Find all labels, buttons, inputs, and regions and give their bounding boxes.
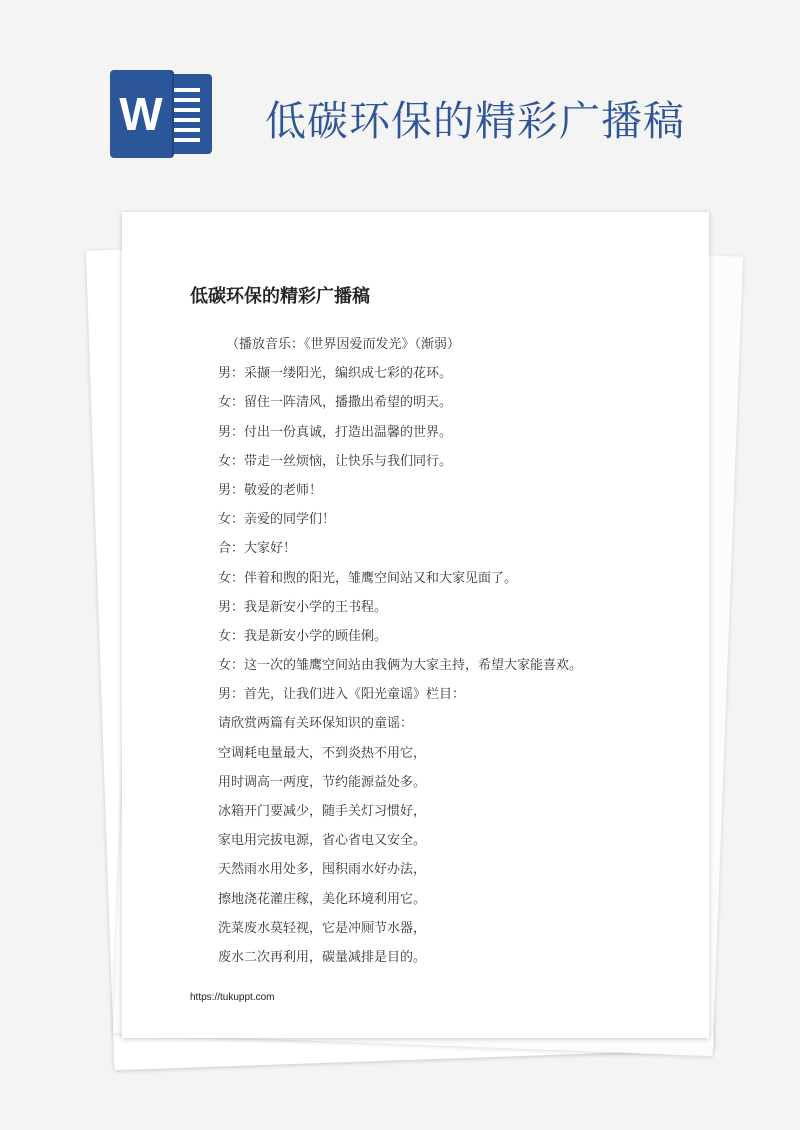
- footer-url: https://tukuppt.com: [190, 992, 275, 1003]
- text-line: 男：敬爱的老师！: [218, 482, 323, 498]
- text-line: 天然雨水用处多，囤积雨水好办法，: [218, 862, 427, 878]
- word-logo-icon: [110, 70, 214, 158]
- text-line: 女：这一次的雏鹰空间站由我俩为大家主持，希望大家能喜欢。: [218, 658, 583, 674]
- text-line: 男：我是新安小学的王书程。: [218, 599, 388, 615]
- text-line: 女：亲爱的同学们！: [218, 512, 336, 528]
- text-line: 合：大家好！: [218, 541, 297, 557]
- text-line: 请欣赏两篇有关环保知识的童谣：: [218, 716, 414, 732]
- text-line: 男：付出一份真诚，打造出温馨的世界。: [218, 424, 453, 440]
- text-line: （播放音乐：《世界因爱而发光》（渐弱）: [226, 337, 461, 352]
- text-line: 洗菜废水莫轻视，它是冲厕节水器，: [218, 920, 427, 936]
- banner-title: 低碳环保的精彩广播稿: [265, 97, 685, 145]
- text-line: 冰箱开门要减少，随手关灯习惯好，: [218, 804, 427, 819]
- document-page: [122, 212, 709, 1038]
- text-line: 女：留住一阵清风，播撒出希望的明天。: [218, 395, 453, 411]
- text-line: 废水二次再利用，碳量减排是目的。: [218, 949, 427, 965]
- text-line: 女：伴着和煦的阳光，雏鹰空间站又和大家见面了。: [218, 570, 518, 586]
- text-line: 女：带走一丝烦恼，让快乐与我们同行。: [218, 453, 453, 469]
- text-line: 用时调高一两度，节约能源益处多。: [218, 774, 427, 790]
- document-body: [218, 330, 688, 972]
- document-title: 低碳环保的精彩广播稿: [190, 286, 370, 307]
- text-line: 空调耗电量最大，不到炎热不用它，: [218, 745, 427, 761]
- text-line: 女：我是新安小学的顾佳俐。: [218, 628, 388, 644]
- text-line: 男：首先，让我们进入《阳光童谣》栏目：: [218, 687, 466, 703]
- text-line: 擦地浇花灌庄稼，美化环境利用它。: [218, 891, 427, 907]
- text-line: 男：采撷一缕阳光，编织成七彩的花环。: [218, 366, 453, 382]
- text-line: 家电用完拔电源，省心省电又安全。: [218, 833, 427, 849]
- word-logo-letter: W: [110, 70, 172, 158]
